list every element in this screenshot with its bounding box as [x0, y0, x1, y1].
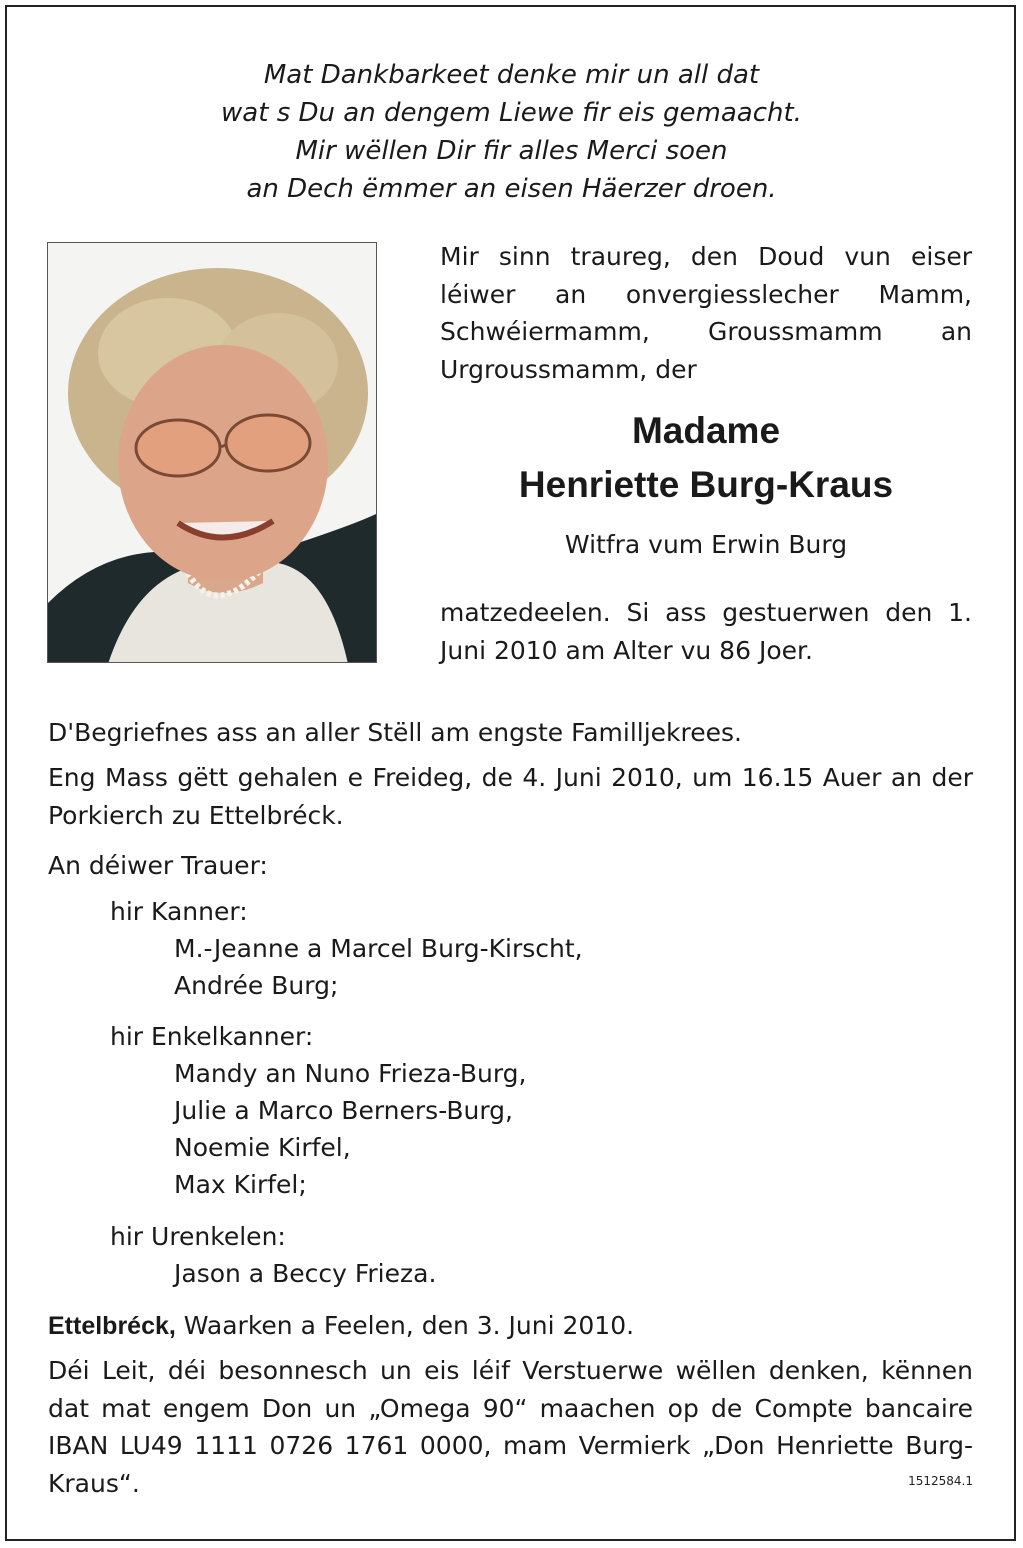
reference-number: 1512584.1 — [908, 1474, 973, 1488]
mourner-name: M.-Jeanne a Marcel Burg-Kirscht, — [174, 934, 583, 963]
mourner-name: Mandy an Nuno Frieza-Burg, — [174, 1059, 527, 1088]
mourner-name: Noemie Kirfel, — [174, 1133, 351, 1162]
widow-of: Witfra vum Erwin Burg — [564, 530, 848, 559]
place-name: Ettelbréck, — [48, 1312, 176, 1340]
verse-line: Mir wëllen Dir fir alles Merci soen — [295, 136, 728, 166]
group-names-great-grandchildren — [174, 1255, 436, 1292]
burial-text: D'Begriefnes ass an aller Stëll am engste Familljekrees. — [48, 718, 742, 747]
mourner-name: Andrée Burg; — [174, 971, 339, 1000]
verse-line: an Dech ëmmer an eisen Häerzer droen. — [246, 174, 777, 204]
intro-text: Mir sinn traureg, den Doud vun eiser léiwer an onvergiesslecher Mamm, Schwéiermamm, Groussmamm an Urgroussmamm, der — [440, 242, 972, 384]
death-text: matzedeelen. Si ass gestuerwen den 1. Juni 2010 am Alter vu 86 Joer. — [440, 598, 972, 665]
place-date: Waarken a Feelen, den 3. Juni 2010. — [183, 1311, 635, 1340]
group-names-children — [174, 930, 583, 1004]
deceased-name: Henriette Burg-Kraus — [518, 464, 894, 505]
group-label-great-grandchildren: hir Urenkelen: — [110, 1222, 286, 1251]
donation-text: Déi Leit, déi besonnesch un eis léif Verstuerwe wëllen denken, kënnen dat mat engem Don un „Omega 90“ maachen op de Compte bancaire IBAN LU49 1111 0726 1761 0000, mam Vermierk „Don Henriette Burg-Kraus“. — [48, 1356, 973, 1498]
place-date-line — [48, 1307, 634, 1345]
group-label-children: hir Kanner: — [110, 897, 248, 926]
mourner-name: Max Kirfel; — [174, 1170, 307, 1199]
portrait-icon — [48, 243, 377, 663]
verse-line: Mat Dankbarkeet denke mir un all dat — [263, 60, 760, 90]
mass-text: Eng Mass gëtt gehalen e Freideg, de 4. Juni 2010, um 16.15 Auer an der Porkierch zu Ettelbréck. — [48, 763, 973, 830]
portrait-photo — [47, 242, 377, 663]
mourner-name: Jason a Beccy Frieza. — [174, 1259, 437, 1288]
mourners-heading: An déiwer Trauer: — [48, 851, 268, 880]
group-label-grandchildren: hir Enkelkanner: — [110, 1022, 314, 1051]
memorial-verse — [0, 56, 1023, 208]
mourner-name: Julie a Marco Berners-Burg, — [174, 1096, 513, 1125]
name-title: Madame — [631, 410, 781, 451]
verse-line: wat s Du an dengem Liewe fir eis gemaacht. — [221, 98, 802, 128]
group-names-grandchildren — [174, 1055, 526, 1203]
